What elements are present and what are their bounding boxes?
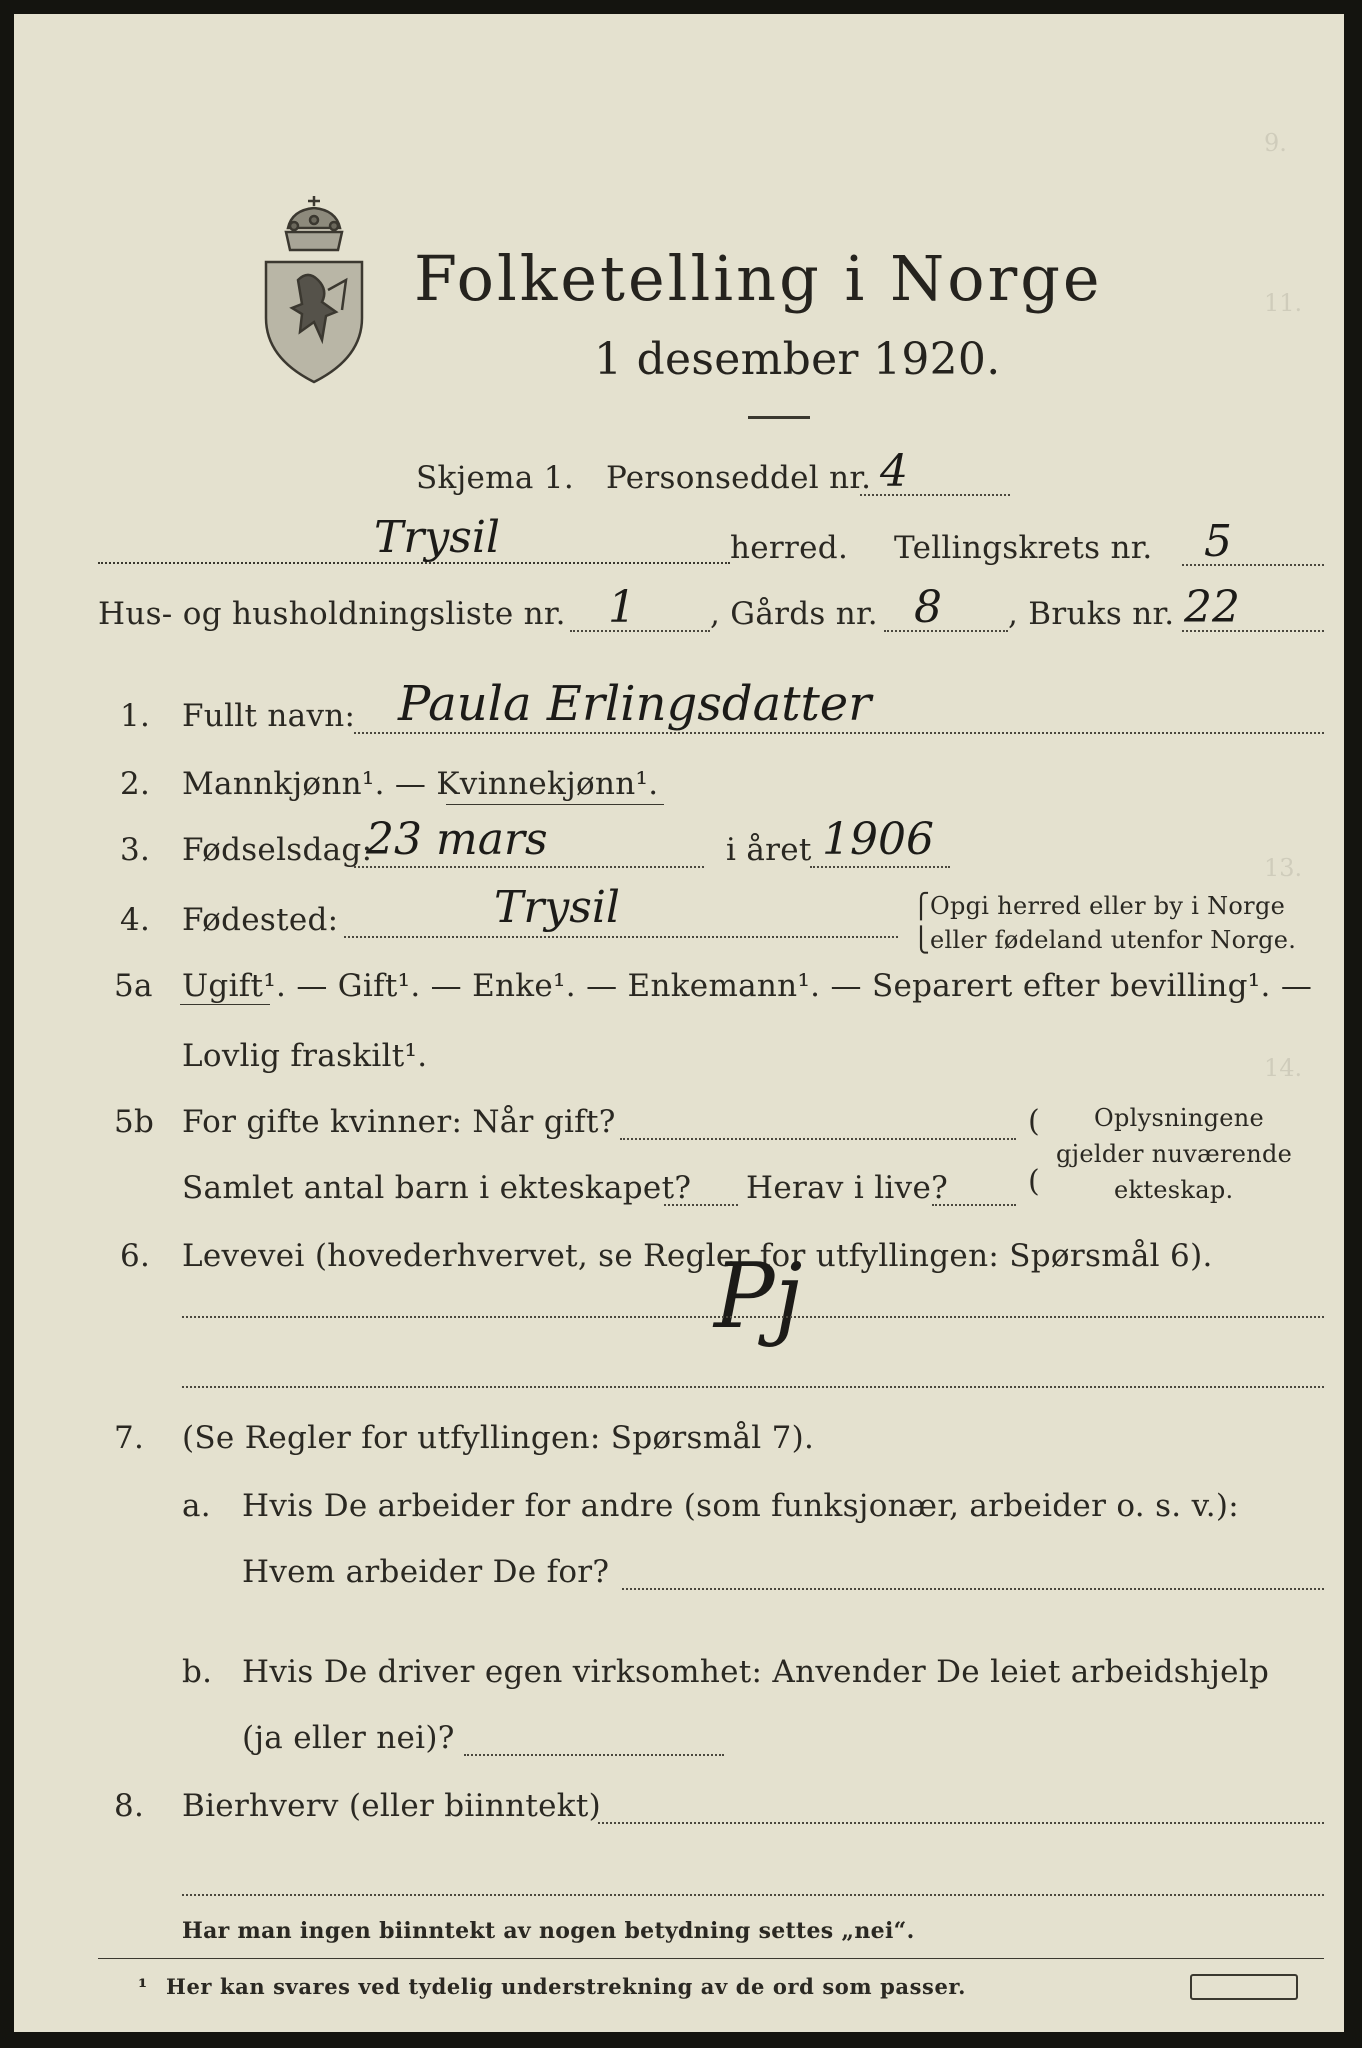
- footer-rule: [98, 1958, 1324, 1959]
- footnote-text: Her kan svares ved tydelig understrekning av de ord som passer.: [166, 1974, 967, 1999]
- gards-field-line: [884, 630, 1008, 632]
- husliste-field-line: [570, 630, 710, 632]
- bleed-through-text: 13.: [1264, 854, 1303, 882]
- q1-label: Fullt navn:: [182, 698, 356, 734]
- q3-number: 3.: [120, 832, 151, 868]
- footnote-mark: ¹: [138, 1974, 148, 1999]
- q3-label: Fødselsdag:: [182, 832, 373, 868]
- q8-text: Bierhverv (eller biinntekt): [182, 1788, 602, 1824]
- q6-number: 6.: [120, 1238, 151, 1274]
- q3-birthdate-value[interactable]: 23 mars: [366, 814, 548, 865]
- q4-note-bracket: ⎧: [912, 892, 931, 920]
- q3-date-field-line: [354, 866, 704, 868]
- q4-note-line2: eller fødeland utenfor Norge.: [930, 926, 1297, 954]
- q7a-text2: Hvem arbeider De for?: [242, 1554, 610, 1590]
- q5b-note2: gjelder nuværende: [1056, 1140, 1293, 1168]
- q1-full-name-value[interactable]: Paula Erlingsdatter: [398, 676, 872, 732]
- q7a-label: a.: [182, 1488, 211, 1524]
- q5a-number: 5a: [114, 968, 153, 1004]
- q5b-number: 5b: [114, 1104, 155, 1140]
- q2-number: 2.: [120, 766, 151, 802]
- q6-field-line-1: [182, 1316, 1324, 1318]
- norway-coat-of-arms-icon: [258, 190, 370, 388]
- herred-value[interactable]: Trysil: [374, 512, 500, 563]
- form-title: Folketelling i Norge: [414, 242, 1103, 315]
- title-rule: [748, 416, 810, 419]
- husliste-label: Hus- og husholdningsliste nr.: [98, 596, 566, 632]
- q7b-text: Hvis De driver egen virksomhet: Anvender De leiet arbeidshjelp: [242, 1654, 1270, 1690]
- skjema-label: Skjema 1.: [416, 460, 574, 496]
- census-form-page: [14, 14, 1344, 2032]
- footer-note: Har man ingen biinntekt av nogen betydning settes „nei“.: [182, 1918, 915, 1944]
- herred-label: herred.: [730, 530, 849, 566]
- q5b-married-when-field: [620, 1138, 1016, 1140]
- q7a-field-line: [622, 1588, 1324, 1590]
- q5b-note1: Oplysningene: [1094, 1104, 1265, 1132]
- q5b-note-bracket: (: [1028, 1104, 1041, 1139]
- q7-number: 7.: [114, 1420, 145, 1456]
- printer-stamp: [1190, 1974, 1298, 2000]
- q8-number: 8.: [114, 1788, 145, 1824]
- q8-field-line-2: [182, 1894, 1324, 1896]
- q6-field-line-2: [182, 1386, 1324, 1388]
- bleed-through-text: 9.: [1264, 129, 1287, 157]
- q7-text: (Se Regler for utfyllingen: Spørsmål 7).: [182, 1420, 815, 1456]
- q3-year-value[interactable]: 1906: [822, 814, 934, 865]
- q4-label: Fødested:: [182, 902, 339, 938]
- q3-year-label: i året: [726, 832, 812, 868]
- form-date: 1 desember 1920.: [594, 334, 1001, 385]
- q5b-alive-field: [932, 1204, 1016, 1206]
- q1-number: 1.: [120, 698, 151, 734]
- q5b-children-field: [664, 1204, 738, 1206]
- gards-label: , Gårds nr.: [710, 596, 878, 632]
- q5a-marital-options-cont[interactable]: Lovlig fraskilt¹.: [182, 1038, 428, 1074]
- q8-field-line-1: [598, 1822, 1324, 1824]
- q7b-field-line: [464, 1754, 724, 1756]
- q1-field-line: [354, 732, 1324, 734]
- q4-note-bracket: ⎩: [912, 926, 931, 954]
- q7b-text2: (ja eller nei)?: [242, 1720, 455, 1756]
- q6-occupation-value[interactable]: Pj: [714, 1244, 803, 1349]
- bruks-value[interactable]: 22: [1184, 582, 1240, 633]
- bleed-through-text: 14.: [1264, 1054, 1303, 1082]
- q5a-marital-options[interactable]: Ugift¹. — Gift¹. — Enke¹. — Enkemann¹. — Separert efter bevilling¹. —: [182, 968, 1313, 1004]
- personseddel-value[interactable]: 4: [880, 446, 908, 497]
- q6-text: Levevei (hovederhvervet, se Regler for utfyllingen: Spørsmål 6).: [182, 1238, 1213, 1274]
- q5b-line1: For gifte kvinner: Når gift?: [182, 1104, 616, 1140]
- q7a-text: Hvis De arbeider for andre (som funksjonær, arbeider o. s. v.):: [242, 1488, 1240, 1524]
- q5a-underline-mark: [180, 1004, 270, 1005]
- tellingskrets-value[interactable]: 5: [1204, 516, 1232, 567]
- q7b-label: b.: [182, 1654, 213, 1690]
- q4-note-line1: Opgi herred eller by i Norge: [930, 892, 1286, 920]
- q5b-line2: Samlet antal barn i ekteskapet?: [182, 1170, 692, 1206]
- bruks-label: , Bruks nr.: [1008, 596, 1175, 632]
- q4-number: 4.: [120, 902, 151, 938]
- husliste-value[interactable]: 1: [608, 582, 636, 633]
- q3-year-field-line: [810, 866, 950, 868]
- q4-field-line: [344, 936, 898, 938]
- personseddel-label: Personseddel nr.: [606, 460, 872, 496]
- q5b-note3: ekteskap.: [1114, 1176, 1234, 1204]
- gards-value[interactable]: 8: [914, 582, 942, 633]
- q4-birthplace-value[interactable]: Trysil: [494, 882, 620, 933]
- q5b-note-bracket: (: [1028, 1164, 1041, 1199]
- tellingskrets-label: Tellingskrets nr.: [894, 530, 1153, 566]
- q5b-line2b: Herav i live?: [746, 1170, 949, 1206]
- q2-gender-options[interactable]: Mannkjønn¹. — Kvinnekjønn¹.: [182, 766, 659, 802]
- bleed-through-text: 11.: [1264, 289, 1303, 317]
- q2-underline-mark: [446, 804, 664, 805]
